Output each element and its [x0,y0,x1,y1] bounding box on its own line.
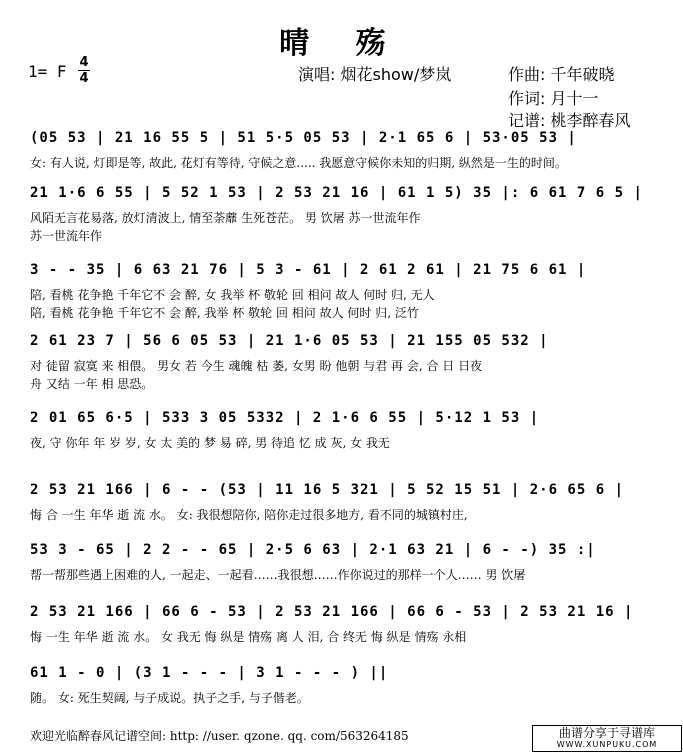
lyric-line: 悔 合 一生 年华 逝 流 水。 女: 我很想陪你, 陪你走过很多地方, 看不同的城镇村庄, [30,508,468,522]
stamp-line1: 曲谱分享于寻谱库 [558,725,655,740]
notation-row-3: 3 - - 35 | 6 63 21 76 | 5 3 - 61 | 2 61 2 61 | 21 75 6 61 | [30,262,587,278]
lyric-line: 女: 有人说, 灯即是等, 故此, 花灯有等待, 守候之意..... 我愿意守候你未知的归期, 纵然是一生的时间。 [30,156,567,170]
lyric-line: 夜, 守 你年 年 岁 岁, 女 太 美的 梦 易 碎, 男 待追 忆 成 灰, 女 我无 [30,436,390,450]
time-sig-bottom: 4 [79,71,89,86]
watermark-stamp [532,725,682,752]
singer: 演唱: 烟花show/梦岚 [298,65,452,84]
key-signature: 1= F [28,62,67,81]
lyric-line: 风陌无言花易落, 放灯清波上, 情至荼蘼 生死苍茫。 男 饮屠 苏一世流年作 [30,211,421,225]
lyric-line: 帮一帮那些遇上困难的人, 一起走、一起看……我很想……作你说过的那样一个人…… 男 饮屠 [30,568,526,582]
lyric-line: 对 徒留 寂寞 来 相偎。 男女 若 今生 魂魄 枯 萎, 女男 盼 他朝 与君 再 会, 合 日 日夜 [30,359,483,373]
notation-row-2: 21 1·6 6 55 | 5 52 1 53 | 2 53 21 16 | 61 1 5) 35 |: 6 61 7 6 5 | [30,185,643,201]
transcriber: 记谱: 桃李醉春风 [508,111,631,130]
notation-row-4: 2 61 23 7 | 56 6 05 53 | 21 1·6 05 53 | 21 155 05 532 | [30,333,549,349]
notation-row-9: 61 1 - 0 | (3 1 - - - | 3 1 - - - ) || [30,665,389,681]
lyric-line: 悔 一生 年华 逝 流 水。 女 我无 悔 纵是 情殇 离 人 泪, 合 终无 悔 纵是 情殇 永相 [30,630,467,644]
composer: 作曲: 千年破晓 [508,65,615,84]
notation-row-7: 53 3 - 65 | 2 2 - - 65 | 2·5 6 63 | 2·1 63 21 | 6 - -) 35 :| [30,542,596,558]
stamp-line2: WWW.XUNPUKU.COM [556,739,658,749]
time-signature [78,56,90,85]
notation-row-8: 2 53 21 166 | 66 6 - 53 | 2 53 21 166 | 66 6 - 53 | 2 53 21 16 | [30,604,634,620]
song-title: 晴 殇 [279,26,404,61]
lyric-line: 苏一世流年作 [30,229,103,243]
lyric-line: 舟 又结 一年 相 思恐。 [30,377,154,391]
lyric-line: 随。 女: 死生契阔, 与子成说。执子之手, 与子偕老。 [30,691,309,705]
lyricist: 作词: 月十一 [508,89,599,108]
notation-row-6: 2 53 21 166 | 6 - - (53 | 11 16 5 321 | 5 52 15 51 | 2·6 65 6 | [30,482,625,498]
lyric-line: 陪, 看桃 花争艳 千年它不 会 醉, 我举 杯 敬轮 回 相问 故人 何时 归, 泛竹 [30,306,419,320]
lyric-line: 陪, 看桃 花争艳 千年它不 会 醉, 女 我举 杯 敬轮 回 相问 故人 何时 归, 无人 [30,288,435,302]
footer-link[interactable]: 欢迎光临醉春风记谱空间: http: //user. qzone. qq. com/563264185 [30,729,409,743]
time-sig-top: 4 [79,55,89,70]
notation-row-1: (05 53 | 21 16 55 5 | 51 5·5 05 53 | 2·1 65 6 | 53·05 53 | [30,130,577,146]
notation-row-5: 2 01 65 6·5 | 533 3 05 5332 | 2 1·6 6 55 | 5·12 1 53 | [30,410,540,426]
